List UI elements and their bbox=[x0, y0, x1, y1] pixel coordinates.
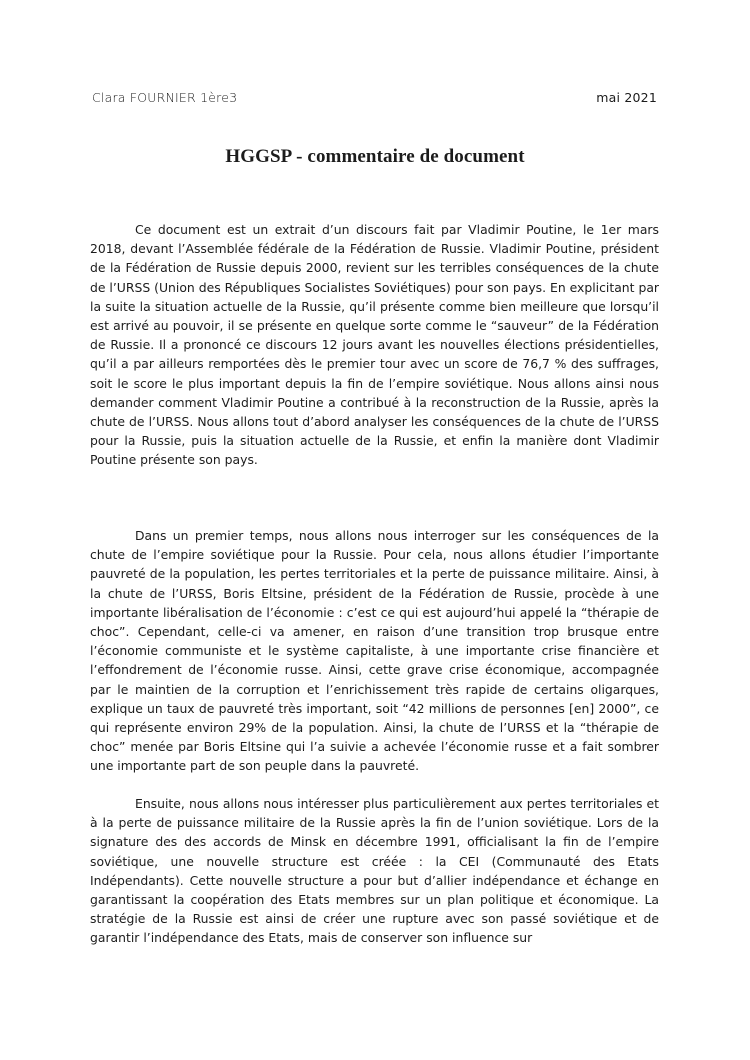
paragraph-text: Ensuite, nous allons nous intéresser plus particulièrement aux pertes territoriales et à la perte de puissance militaire de la Russie après la fin de l’union soviétique. Lors de la signature des des accords de Minsk en décembre 1991, officialisant la fin de l’empire soviétique, une nouvelle structure est créée : la CEI (Communauté des Etats Indépendants). Cette nouvelle structure a pour but d’allier indépendance et échange en garantissant la coopération des Etats membres sur un plan politique et économique. La stratégie de la Russie est ainsi de créer une rupture avec son passé soviétique et de garantir l’indépendance des Etats, mais de conserver son influence sur bbox=[90, 796, 659, 946]
date-line: mai 2021 bbox=[596, 90, 657, 105]
paragraph-introduction bbox=[90, 220, 659, 470]
author-line: Clara FOURNIER 1ère3 bbox=[92, 90, 238, 105]
paragraph-text: Dans un premier temps, nous allons nous interroger sur les conséquences de la chute de l’empire soviétique pour la Russie. Pour cela, nous allons étudier l’importante pauvreté de la population, les pertes territoriales et la perte de puissance militaire. Ainsi, à la chute de l’URSS, Boris Eltsine, président de la Fédération de Russie, procède à une importante libéralisation de l’économie : c’est ce qui est aujourd’hui appelé la “thérapie de choc”. Cependant, celle-ci va amener, en raison d’une transition trop brusque entre l’économie communiste et le système capitaliste, à une importante crise financière et l’effondrement de l’économie russe. Ainsi, cette grave crise économique, accompagnée par le maintien de la corruption et l’enrichissement très rapide de certains oligarques, explique un taux de pauvreté très important, soit “42 millions de personnes [en] 2000”, ce qui représente environ 29% de la population. Ainsi, la chute de l’URSS et la “thérapie de choc” menée par Boris Eltsine qui l’a suivie a achevée l’économie russe et a fait sombrer une importante part de son peuple dans la pauvreté. bbox=[90, 528, 659, 774]
paragraph-part-two bbox=[90, 794, 659, 948]
paragraph-text: Ce document est un extrait d’un discours fait par Vladimir Poutine, le 1er mars 2018, devant l’Assemblée fédérale de la Fédération de Russie. Vladimir Poutine, président de la Fédération de Russie depuis 2000, revient sur les terribles conséquences de la chute de l’URSS (Union des Républiques Socialistes Soviétiques) pour son pays. En explicitant par la suite la situation actuelle de la Russie, qu’il présente comme bien meilleure que lorsqu’il est arrivé au pouvoir, il se présente en quelque sorte comme le “sauveur” de la Fédération de Russie. Il a prononcé ce discours 12 jours avant les nouvelles élections présidentielles, qu’il a par ailleurs remportées dès le premier tour avec un score de 76,7 % des suffrages, soit le score le plus important depuis la fin de l’empire soviétique. Nous allons ainsi nous demander comment Vladimir Poutine a contribué à la reconstruction de la Russie, après la chute de l’URSS. Nous allons tout d’abord analyser les conséquences de la chute de l’URSS pour la Russie, puis la situation actuelle de la Russie, et enfin la manière dont Vladimir Poutine présente son pays. bbox=[90, 222, 660, 468]
paragraph-part-one bbox=[90, 526, 659, 776]
document-title: HGGSP - commentaire de document bbox=[225, 146, 525, 167]
